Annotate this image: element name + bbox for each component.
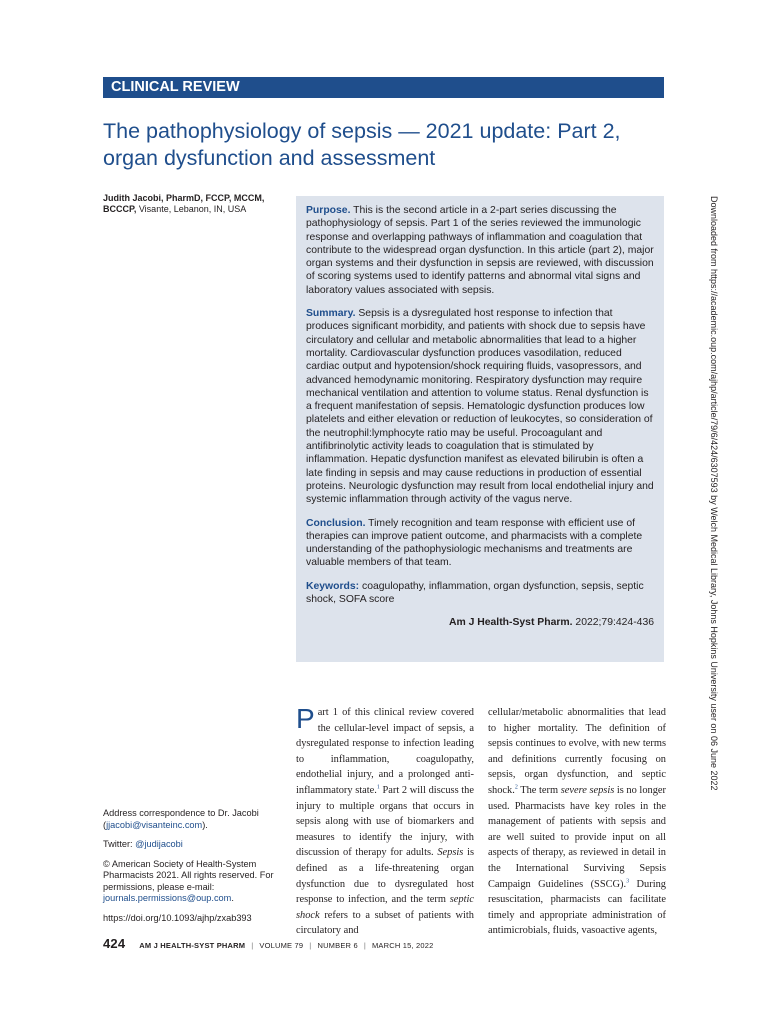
footer-separator: |	[309, 941, 312, 950]
body-text: art 1 of this clinical review covered the cellular-level impact of sepsis, a dysregulated response to infection leading to inflammation, coagulopathy, endothelial injury, and a prolonged anti-inflammatory state.	[296, 707, 474, 796]
abstract-conclusion	[306, 517, 654, 570]
body-text: is no longer used. Pharmacists have key roles in the management of patients with sepsis and are well suited to provide input on all aspects of therapy, as reviewed in detail in the International Surviving Sepsis Campaign Guidelines (SSCG).	[488, 784, 666, 890]
twitter-label: Twitter:	[103, 839, 136, 849]
article-title: The pathophysiology of sepsis — 2021 update: Part 2, organ dysfunction and assessment	[103, 119, 621, 170]
body-text: The term	[517, 784, 561, 796]
author-affiliation: Visante, Lebanon, IN, USA	[136, 204, 247, 214]
footer-journal: AM J HEALTH-SYST PHARM	[139, 941, 246, 950]
correspondence-text: Address correspondence to Dr. Jacobi (	[103, 808, 259, 830]
copyright-text: .	[231, 893, 234, 903]
summary-label: Summary.	[306, 308, 356, 320]
abstract-keywords	[306, 580, 654, 607]
email-link[interactable]: jjacobi@visanteinc.com	[106, 819, 203, 830]
page-footer	[103, 936, 703, 951]
body-paragraph	[296, 705, 474, 939]
keywords-label: Keywords:	[306, 580, 360, 592]
footer-separator: |	[251, 941, 254, 950]
reference-link[interactable]: 1	[376, 784, 380, 791]
citation	[306, 616, 654, 629]
body-paragraph	[488, 705, 666, 939]
body-term: septic shock	[296, 894, 474, 921]
download-watermark: Downloaded from https://academic.oup.com/ajhp/article/79/6/424/6307593 by Welch Medical Library, Johns Hopkins University user on 06 June 2022	[709, 196, 719, 791]
body-column-right	[488, 705, 666, 939]
copyright-note	[103, 859, 278, 905]
body-term: severe sepsis	[560, 784, 615, 796]
body-text: Part 2 will discuss the injury to multiple organs that occurs in sepsis along with use of biomarkers and measures to identify the injury, with discussion of therapy for adults.	[296, 784, 474, 859]
summary-text: Sepsis is a dysregulated host response to infection that produces significant morbidity, and patients with shock due to sepsis have circulatory and cellular and metabolic abnormalities that lead to a higher mortality. Cardiovascular dysfunction produces vasodilation, reduced cardiac output and hypotension/shock requiring fluids, vasopressors, and advanced hemodynamic monitoring. Respiratory dysfunction may require mechanical ventilation and attention to volume status. Renal dysfunction is a frequent manifestation of sepsis. Hematologic dysfunction produces low platelets and either elevation or reduction of leukocytes, so consideration of the neutrophil:lymphocyte ratio may be useful. Procoagulant and antifibrinolytic activity leads to coagulation that is stimulated by inflammation. Hepatic dysfunction manifest as elevated bilirubin is often a late finding in sepsis and may cause reductions in production of essential proteins. Neurologic dysfunction may result from local endothelial injury and systemic inflammation through activity of the vagus nerve.	[306, 308, 654, 506]
twitter-note	[103, 839, 278, 851]
purpose-label: Purpose.	[306, 205, 351, 216]
author-block	[103, 193, 273, 215]
reference-link[interactable]: 2	[514, 784, 518, 791]
section-label: CLINICAL REVIEW	[111, 79, 240, 95]
doi-link[interactable]: https://doi.org/10.1093/ajhp/zxab393	[103, 912, 252, 923]
purpose-text: This is the second article in a 2-part series discussing the pathophysiology of sepsis. Part 1 of the series reviewed the immunologic response and overlapping pathways of inflammation and coagulation that contribute to the widespread organ dysfunction. In this article (part 2), major organ systems and their dysfunction in sepsis are reviewed, with discussion of scoring systems used to identify patterns and abnormal vital signs and laboratory values associated with sepsis.	[306, 205, 654, 296]
doi-note	[103, 913, 278, 925]
permissions-email-link[interactable]: journals.permissions@oup.com	[103, 893, 232, 903]
body-text: During resuscitation, pharmacists can facilitate timely and appropriate administration of antimicrobials, fluids, vasoactive agents,	[488, 878, 666, 937]
footer-date: MARCH 15, 2022	[371, 941, 434, 950]
body-term: Sepsis	[437, 847, 464, 859]
conclusion-label: Conclusion.	[306, 517, 366, 529]
reference-link[interactable]: 3	[626, 878, 630, 885]
correspondence-note	[103, 808, 278, 831]
author-names: Judith Jacobi, PharmD, FCCP, MCCM, BCCCP,	[103, 193, 265, 214]
footer-number: NUMBER 6	[317, 941, 358, 950]
abstract-purpose	[306, 204, 654, 297]
body-text: is defined as a life-threatening organ dysfunction due to dysregulated host response to infection, and the term	[296, 847, 474, 906]
citation-journal: Am J Health-Syst Pharm.	[448, 617, 573, 629]
footer-volume: VOLUME 79	[259, 941, 304, 950]
section-banner	[103, 77, 664, 98]
twitter-link[interactable]: @judijacobi	[135, 839, 183, 849]
copyright-text: © American Society of Health-System Pharmacists 2021. All rights reserved. For permissions, please e-mail:	[103, 858, 274, 892]
body-column-left	[296, 705, 474, 939]
page-number: 424	[103, 936, 126, 951]
conclusion-text: Timely recognition and team response with efficient use of therapies can improve patient outcome, and pharmacists with a complete understanding of the pathophysiologic mechanisms and treatments are valuable members of that team.	[306, 517, 643, 569]
citation-ref: 2022;79:424-436	[572, 617, 654, 629]
sidebar-notes	[103, 808, 278, 932]
footer-separator: |	[363, 941, 366, 950]
drop-cap: P	[296, 703, 315, 734]
abstract-box	[296, 196, 664, 662]
keywords-text: coagulopathy, inflammation, organ dysfunction, sepsis, septic shock, SOFA score	[306, 580, 644, 606]
body-text: refers to a subset of patients with circulatory and	[296, 909, 474, 937]
correspondence-text: ).	[202, 819, 208, 830]
abstract-summary	[306, 307, 654, 506]
body-text: cellular/metabolic abnormalities that lead to higher mortality. The definition of sepsis continues to evolve, with new terms and definitions currently focusing on sepsis, organ dysfunction, and septic shock.	[488, 707, 666, 796]
